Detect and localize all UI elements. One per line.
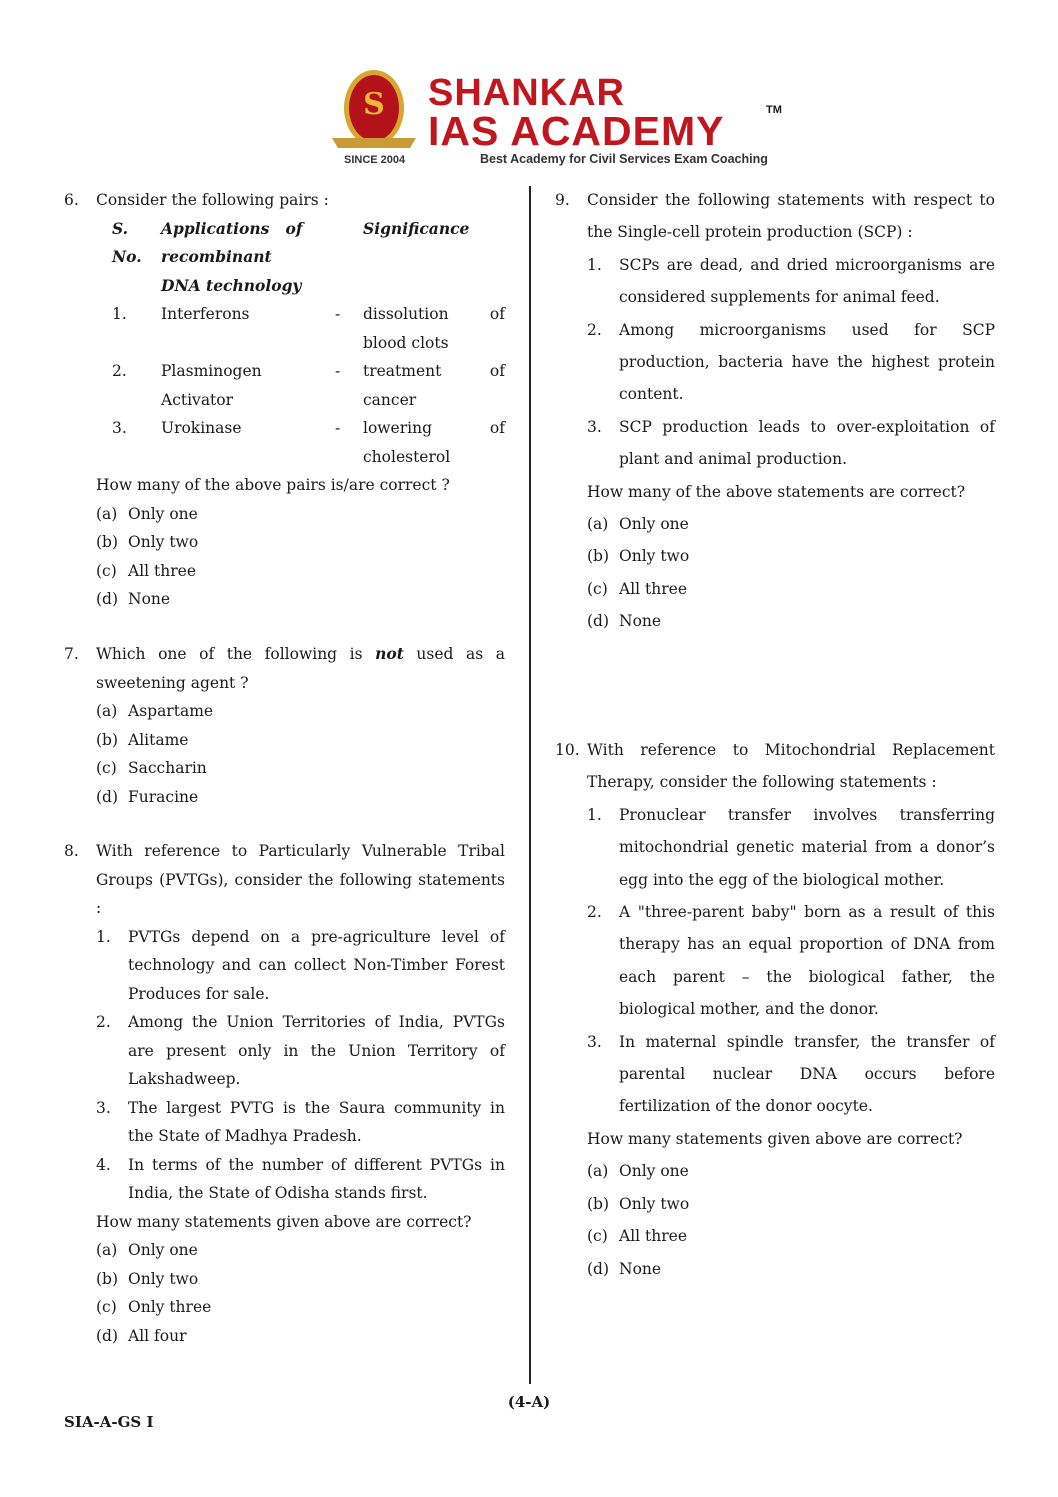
significance-line2: blood clots <box>363 333 449 352</box>
option-d[interactable] <box>96 585 505 614</box>
statement-text: SCP production leads to over-exploitation of plant and animal production. <box>619 417 995 469</box>
pair-application <box>161 300 335 357</box>
prompt-row <box>555 1123 995 1155</box>
option-key: (d) <box>96 1326 119 1345</box>
pair-application <box>161 414 335 471</box>
statement-text: In terms of the number of different PVTGs in India, the State of Odisha stands first. <box>128 1155 505 1202</box>
stem-row <box>64 837 505 923</box>
option-key: (a) <box>96 702 118 720</box>
option-text: All three <box>128 561 197 580</box>
question-prompt: How many of the above statements are correct? <box>587 482 966 501</box>
option-key: (d) <box>96 787 119 806</box>
seal-icon <box>330 64 425 159</box>
option-key: (c) <box>96 759 117 777</box>
question-number: 7. <box>64 645 79 663</box>
since-label: SINCE 2004 <box>344 154 406 166</box>
option-text: Aspartame <box>128 702 214 720</box>
options-list <box>555 1155 995 1285</box>
option-d[interactable] <box>96 783 505 812</box>
option-b[interactable] <box>96 528 505 557</box>
svg-text:S: S <box>363 87 385 122</box>
column-divider <box>529 186 531 1384</box>
question-stem: With reference to Mitochondrial Replacement Therapy, consider the following statements : <box>587 741 995 792</box>
tagline: Best Academy for Civil Services Exam Coaching <box>480 152 768 166</box>
option-key: (a) <box>587 1162 609 1181</box>
option-text: Only two <box>128 1269 199 1288</box>
statement <box>587 411 995 476</box>
pair-dash: - <box>335 305 341 323</box>
pair-number: 2. <box>112 362 127 380</box>
statement <box>96 1008 505 1094</box>
option-key: (a) <box>587 515 609 534</box>
question-10 <box>555 734 995 1285</box>
significance-line2: cancer <box>363 390 417 409</box>
question-stem: Consider the following statements with respect to the Single-cell protein production (SCP) : <box>587 191 995 242</box>
option-key: (d) <box>587 612 610 631</box>
statement-text: SCPs are dead, and dried microorganisms are considered supplements for animal feed. <box>619 255 995 307</box>
option-key: (d) <box>96 590 119 608</box>
significance-of: of <box>489 305 505 323</box>
option-key: (c) <box>96 1298 117 1316</box>
significance-line1 <box>363 300 505 329</box>
option-key: (c) <box>587 579 608 598</box>
statement-text: A "three-parent baby" born as a result of this therapy has an equal proportion of DNA from each parent – the biological father, the biological mother, and the donor. <box>619 903 995 1019</box>
statement <box>96 1094 505 1151</box>
application-line2: Activator <box>161 390 234 409</box>
pair-significance <box>363 357 505 414</box>
spacer <box>555 1123 587 1155</box>
option-key: (b) <box>587 1194 610 1213</box>
question-prompt: How many statements given above are correct? <box>96 1212 472 1231</box>
option-a[interactable] <box>96 500 505 529</box>
question-stem: With reference to Particularly Vulnerable Tribal Groups (PVTGs), consider the following statements : <box>96 842 505 917</box>
page-number: (4-A) <box>507 1393 551 1411</box>
prompt-row <box>555 476 995 508</box>
question-6 <box>64 186 505 614</box>
stem-row <box>555 184 995 249</box>
option-text: Only one <box>128 504 198 523</box>
statement <box>587 314 995 411</box>
statement <box>587 1026 995 1123</box>
option-text: All three <box>619 579 688 598</box>
statement-number: 1. <box>587 255 602 274</box>
pair-number: 1. <box>112 305 127 323</box>
statement-number: 2. <box>96 1013 111 1031</box>
option-text: Furacine <box>128 787 199 806</box>
statement-number: 3. <box>587 417 602 436</box>
spacer <box>64 1208 96 1237</box>
question-7 <box>64 640 505 811</box>
option-text: Alitame <box>128 730 189 749</box>
application-line1: Urokinase <box>161 419 242 437</box>
statement <box>587 249 995 314</box>
pair-number: 3. <box>112 419 127 437</box>
statement-text: Among the Union Territories of India, PVTGs are present only in the Union Territory of Lakshadweep. <box>128 1013 505 1088</box>
question-number: 9. <box>555 191 570 209</box>
option-key: (a) <box>96 1241 118 1259</box>
option-b[interactable] <box>96 726 505 755</box>
option-text: None <box>619 612 662 631</box>
option-key: (c) <box>96 561 117 580</box>
pair-dash: - <box>335 362 341 380</box>
significance-line1 <box>363 357 505 386</box>
header-significance: Significance <box>363 218 470 238</box>
statement-number: 2. <box>587 320 602 339</box>
header-sno: S. No. <box>112 218 142 266</box>
question-prompt: How many statements given above are correct? <box>587 1129 963 1148</box>
question-prompt: How many of the above pairs is/are correct ? <box>96 476 450 494</box>
emphasis: not <box>375 644 404 663</box>
question-number: 6. <box>64 191 79 209</box>
significance-of: of <box>489 362 505 380</box>
option-b[interactable] <box>587 540 995 572</box>
academy-logo <box>330 64 790 172</box>
statement-number: 1. <box>96 927 111 946</box>
option-key: (b) <box>96 533 119 551</box>
option-text: Only two <box>619 547 690 566</box>
pairs-rows <box>112 300 505 471</box>
significance-line1 <box>363 414 505 443</box>
question-number: 10. <box>555 741 580 759</box>
option-a[interactable] <box>587 508 995 540</box>
statement-number: 3. <box>96 1098 111 1117</box>
statement-number: 1. <box>587 805 602 824</box>
option-key: (d) <box>587 1259 610 1278</box>
significance-word: dissolution <box>363 305 449 323</box>
question-number: 8. <box>64 842 79 860</box>
statement-text: In maternal spindle transfer, the transfer of parental nuclear DNA occurs before fertilization of the donor oocyte. <box>619 1032 995 1116</box>
paper-code: SIA-A-GS I <box>64 1413 154 1431</box>
brand-name-line1: SHANKAR <box>428 72 625 114</box>
option-text: Only two <box>619 1194 690 1213</box>
question-9 <box>555 184 995 638</box>
statement-text: Pronuclear transfer involves transferring mitochondrial genetic material from a donor’s egg into the egg of the biological mother. <box>619 805 995 889</box>
option-a[interactable] <box>587 1155 995 1187</box>
option-text: Only three <box>128 1298 212 1316</box>
option-d[interactable] <box>96 1322 505 1351</box>
pair-dash: - <box>335 419 341 437</box>
option-key: (b) <box>587 547 610 566</box>
statement-text: The largest PVTG is the Saura community in the State of Madhya Pradesh. <box>128 1098 505 1145</box>
options-list <box>555 508 995 638</box>
option-key: (a) <box>96 504 118 523</box>
option-text: Only one <box>619 515 689 534</box>
statement <box>587 896 995 1026</box>
option-c[interactable] <box>96 557 505 586</box>
pair-application <box>161 357 335 414</box>
question-8 <box>64 837 505 1350</box>
option-text: Saccharin <box>128 759 207 777</box>
option-text: Only one <box>619 1162 689 1181</box>
application-line1: Plasminogen <box>161 362 262 380</box>
statement-text: PVTGs depend on a pre-agriculture level of technology and can collect Non-Timber Forest Produces for sale. <box>128 927 505 1003</box>
significance-of: of <box>489 419 505 437</box>
statement <box>96 1151 505 1208</box>
header-applications: Applications of recombinant DNA technology <box>161 218 303 295</box>
question-stem: Consider the following pairs : <box>96 191 329 209</box>
option-d[interactable] <box>587 605 995 637</box>
option-c[interactable] <box>587 573 995 605</box>
option-a[interactable] <box>96 697 505 726</box>
significance-word: treatment <box>363 362 442 380</box>
option-text: All four <box>128 1326 187 1345</box>
statement-number: 4. <box>96 1155 111 1174</box>
spacer <box>555 476 587 508</box>
brand-name-line2: IAS ACADEMY <box>428 108 725 154</box>
statement-text: Among microorganisms used for SCP production, bacteria have the highest protein content. <box>619 320 995 404</box>
option-text: All three <box>619 1227 688 1246</box>
option-c[interactable] <box>96 754 505 783</box>
pairs-table <box>112 215 505 301</box>
option-key: (c) <box>587 1227 608 1246</box>
pair-significance <box>363 300 505 357</box>
option-c[interactable] <box>96 1293 505 1322</box>
pair-significance <box>363 414 505 471</box>
statement <box>587 799 995 896</box>
options-list <box>64 1236 505 1350</box>
question-stem: Which one of the following is not used as a sweetening agent ? <box>96 644 505 692</box>
option-text: None <box>619 1259 662 1278</box>
option-a[interactable] <box>96 1236 505 1265</box>
option-text: None <box>128 590 171 608</box>
stem-row <box>555 734 995 799</box>
prompt-row <box>64 1208 505 1237</box>
option-text: Only one <box>128 1241 198 1259</box>
statement <box>96 923 505 1009</box>
option-key: (b) <box>96 1269 119 1288</box>
option-c[interactable] <box>587 1220 995 1252</box>
significance-word: lowering <box>363 419 433 437</box>
option-b[interactable] <box>587 1188 995 1220</box>
option-text: Only two <box>128 533 199 551</box>
statement-number: 3. <box>587 1032 602 1051</box>
option-b[interactable] <box>96 1265 505 1294</box>
option-d[interactable] <box>587 1253 995 1285</box>
statement-number: 2. <box>587 903 602 922</box>
option-key: (b) <box>96 730 119 749</box>
application-line1: Interferons <box>161 305 250 323</box>
trademark: TM <box>766 104 782 116</box>
significance-line2: cholesterol <box>363 447 451 466</box>
